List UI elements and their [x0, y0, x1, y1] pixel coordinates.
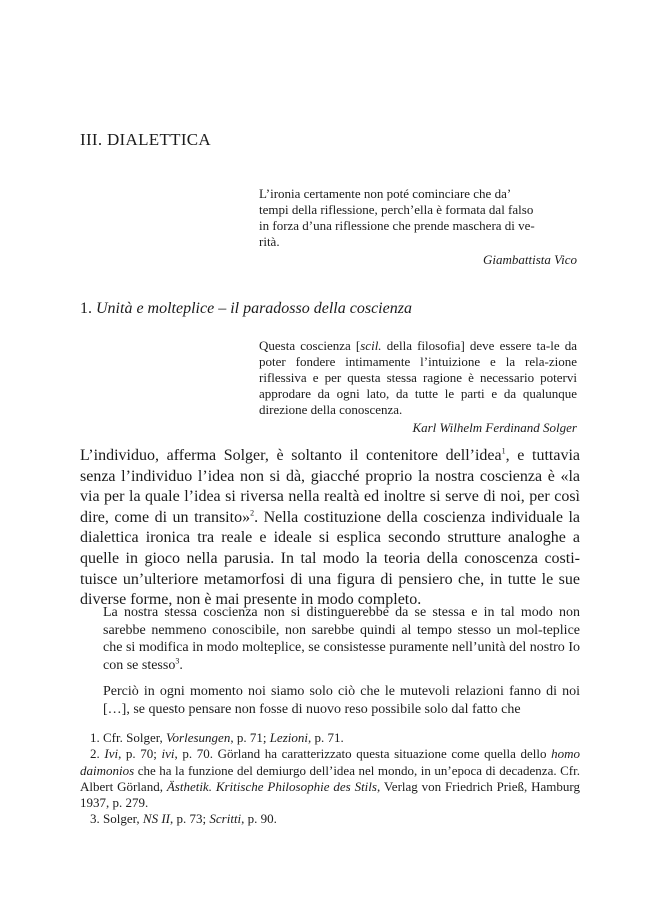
- quote-text: La nostra stessa coscienza non si distinguerebbe da se stessa e in tal modo non sarebbe nemmeno conoscibile, non sarebbe quindi al tempo stesso un mol-teplice che si modifica in modo molteplice, se consistesse puramente nell’unità del nostro Io con se stesso: [103, 605, 580, 673]
- footnote-text: , p. 71.: [308, 730, 344, 745]
- footnote-ref[interactable]: 2: [250, 508, 255, 518]
- quote-text: .: [179, 657, 183, 673]
- epigraph-text-part: della filosofia] deve essere ta-le da poter fondere intimamente l’intuizione e la rela-zione riflessiva e per questa stessa ragione è necessario potervi approdare da ogni lato, da tutte le parti e da qualunque direzione della conoscenza.: [259, 338, 578, 417]
- body-text: L’individuo, afferma Solger, è soltanto il contenitore dell’idea: [80, 447, 502, 464]
- body-paragraph: [80, 446, 580, 611]
- epigraph-solger: [259, 338, 577, 436]
- footnote-text: Cfr. Solger,: [99, 730, 167, 745]
- section-number: 1.: [80, 300, 92, 317]
- block-quote: [103, 683, 580, 718]
- footnote-title: ivi: [161, 746, 175, 762]
- footnote-title: homo daimonios: [80, 746, 580, 778]
- footnote-number: 2.: [90, 746, 100, 762]
- footnote-text: , p. 70. Görland ha caratterizzato questa situazione come quella dello: [174, 746, 552, 762]
- footnote-title: Ästhetik. Kritische Philosophie des Stils: [166, 778, 377, 794]
- footnote-text: , p. 73;: [170, 811, 210, 827]
- body-text: . Nella costituzione della coscienza individuale la dialettica ironica tra reale e ideale si esplica secondo strutture analoghe a quelle in gioco nella parusia. In tal modo la teoria della conoscenza costi-tuisce un’ulteriore metamorfosi di una figura di pensiero che, in tutte le sue diverse forme, non è mai presente in modo completo.: [80, 508, 581, 609]
- epigraph-scil: scil.: [360, 338, 382, 353]
- footnote-text: , p. 71;: [230, 730, 270, 745]
- chapter-title: III. DIALETTICA: [80, 130, 212, 149]
- footnote-title: NS II: [142, 811, 171, 827]
- footnote-text: Solger,: [99, 811, 143, 827]
- footnote-ref[interactable]: 3: [175, 655, 180, 665]
- quote-text: Perciò in ogni momento noi siamo solo ciò che le mutevoli relazioni fanno di noi […], se questo pensare non fosse di nuovo reso possibile solo dal fatto che: [103, 684, 580, 717]
- epigraph-text: [259, 338, 577, 417]
- epigraph-vico: [259, 186, 577, 268]
- epigraph-text-part: Questa coscienza [: [259, 338, 361, 353]
- footnote-title: Scritti: [209, 811, 242, 827]
- footnotes: [80, 730, 580, 828]
- epigraph-line: L’ironia certamente non poté cominciare che da’: [259, 186, 512, 201]
- epigraph-author: Karl Wilhelm Ferdinand Solger: [412, 420, 577, 435]
- section-heading: [80, 300, 412, 318]
- footnote-title: Lezioni: [269, 730, 308, 745]
- footnote-ref[interactable]: 1: [501, 446, 506, 456]
- footnote-text: , p. 90.: [241, 811, 277, 827]
- section-title: Unità e molteplice – il paradosso della coscienza: [96, 300, 412, 317]
- block-quote: [103, 604, 580, 674]
- footnote-number: 1.: [90, 730, 100, 745]
- footnote-text: , p. 70;: [118, 746, 162, 762]
- footnote-number: 3.: [90, 811, 100, 827]
- epigraph-line: rità.: [259, 234, 280, 249]
- body-text: , e tuttavia senza l’individuo l’idea non si dà, giacché proprio la nostra coscienza è «la via per la quale l’idea si riversa nella realtà ed inoltre si serve di noi, per così dire, come di un transito»: [80, 447, 580, 526]
- epigraph-author: Giambattista Vico: [482, 252, 577, 267]
- footnote: [80, 811, 580, 827]
- footnote-title: Vorlesungen: [166, 730, 231, 745]
- footnote-text: che ha la funzione del demiurgo dell’idea nel mondo, in un’epoca di decadenza. Cfr. Albert Görland,: [80, 762, 580, 794]
- footnote-title: Ivi: [104, 746, 119, 762]
- footnote-text: , Verlag von Friedrich Prieß, Hamburg 1937, p. 279.: [80, 778, 581, 811]
- footnote: [80, 730, 580, 746]
- epigraph-line: in forza d’una riflessione che prende maschera di ve-: [259, 218, 535, 233]
- epigraph-line: tempi della riflessione, perch’ella è formata dal falso: [259, 202, 534, 217]
- footnote: [80, 746, 580, 811]
